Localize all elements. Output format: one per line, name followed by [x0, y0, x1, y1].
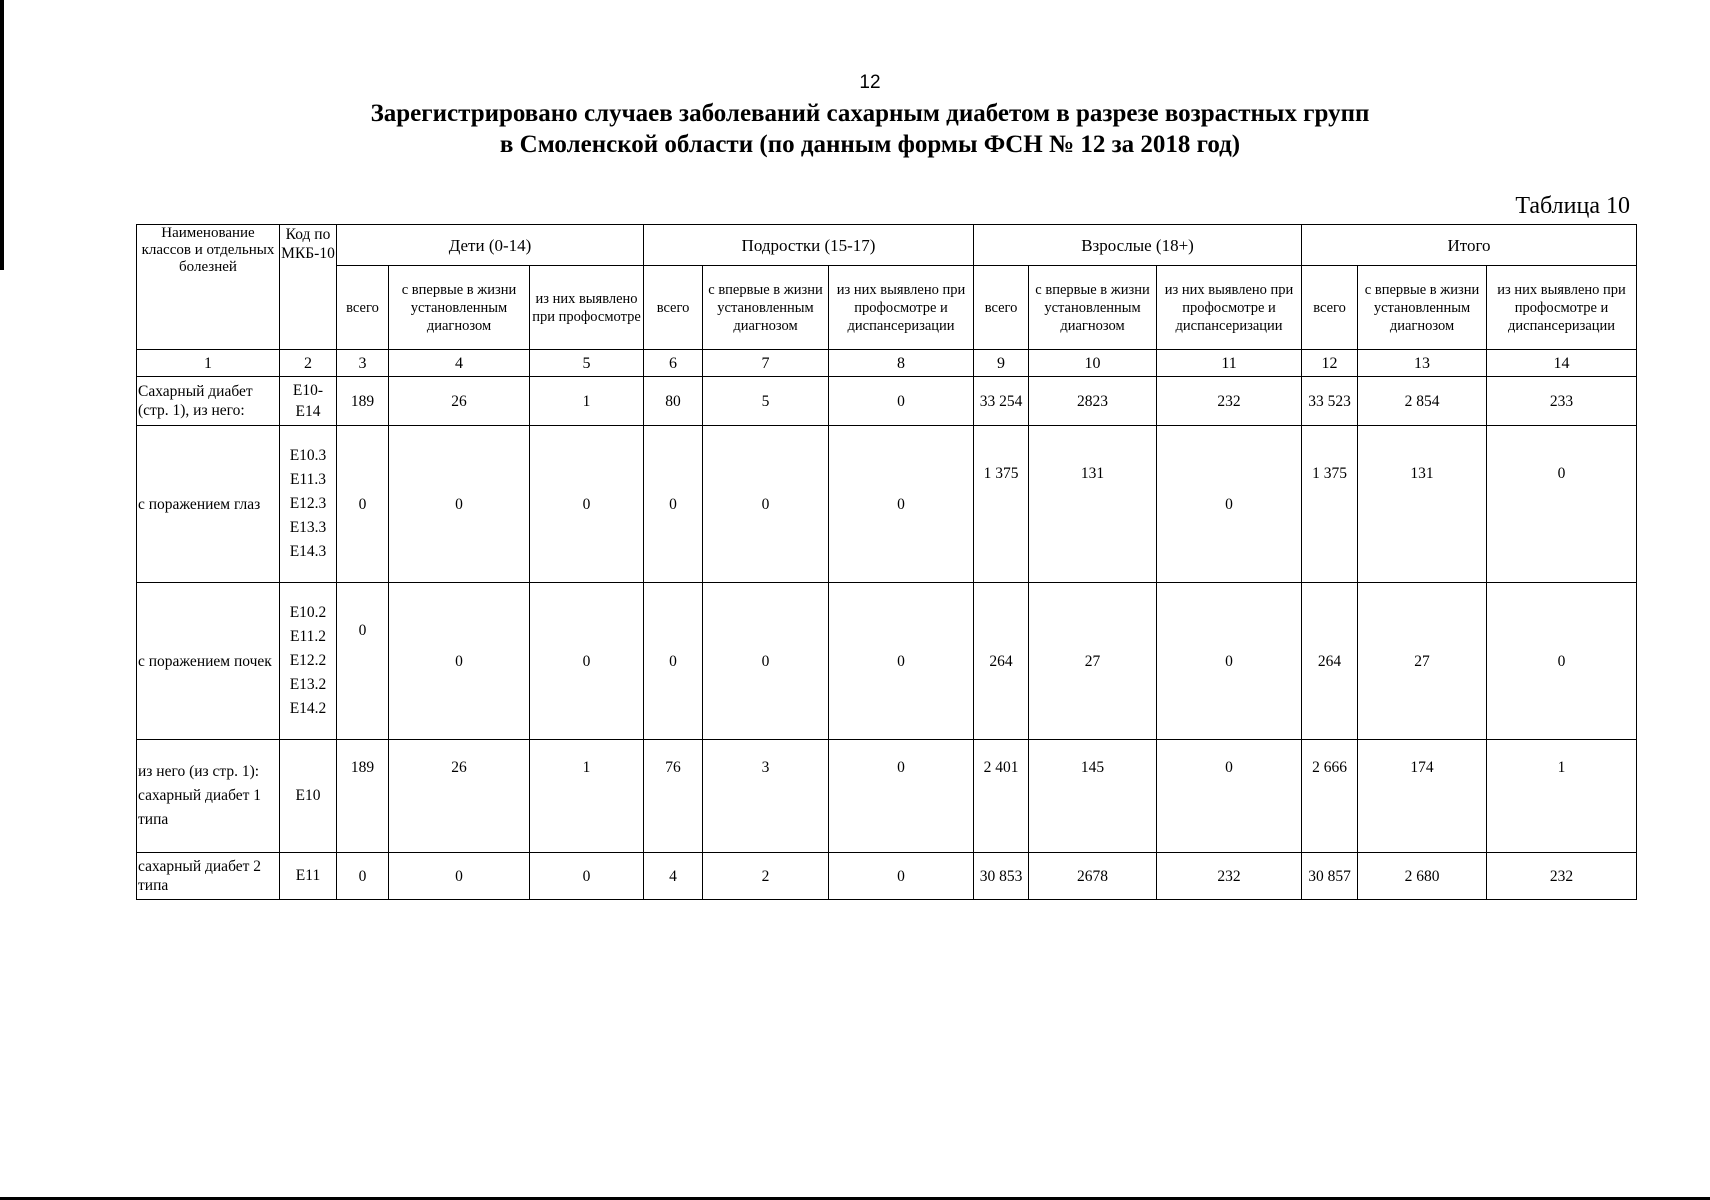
cell-value: 2 680 [1358, 853, 1487, 900]
column-number: 3 [337, 350, 389, 377]
header-group-total: Итого [1302, 225, 1637, 266]
subheader-9: всего [974, 266, 1029, 350]
table-row [137, 377, 1637, 426]
cell-value: 2 [703, 853, 829, 900]
cell-value: 27 [1358, 583, 1487, 740]
subheader-7: с впервые в жизни установленным диагнозом [703, 266, 829, 350]
column-number: 4 [389, 350, 530, 377]
cell-value: 0 [1157, 426, 1302, 583]
row-name: из него (из стр. 1): сахарный диабет 1 типа [137, 740, 280, 853]
table-row [137, 426, 1637, 583]
cell-value: 4 [644, 853, 703, 900]
column-number: 12 [1302, 350, 1358, 377]
cell-value: 233 [1487, 377, 1637, 426]
header-group-teens: Подростки (15-17) [644, 225, 974, 266]
cell-value: 30 857 [1302, 853, 1358, 900]
diabetes-cases-table [136, 224, 1637, 900]
cell-value: 0 [829, 583, 974, 740]
cell-value: 131 [1358, 426, 1487, 583]
cell-value: 264 [1302, 583, 1358, 740]
cell-value: 0 [530, 853, 644, 900]
cell-value: 0 [829, 853, 974, 900]
cell-value: 0 [829, 377, 974, 426]
cell-value: 264 [974, 583, 1029, 740]
table-row [137, 583, 1637, 740]
column-number: 8 [829, 350, 974, 377]
cell-value: 1 [530, 377, 644, 426]
document-title [0, 98, 1710, 160]
cell-value: 1 375 [1302, 426, 1358, 583]
cell-value: 189 [337, 740, 389, 853]
subheader-8: из них выявлено при профосмотре и диспансеризации [829, 266, 974, 350]
cell-value: 232 [1487, 853, 1637, 900]
column-number: 5 [530, 350, 644, 377]
row-code: Е10 [280, 740, 337, 853]
cell-value: 0 [829, 740, 974, 853]
cell-value: 26 [389, 377, 530, 426]
subheader-11: из них выявлено при профосмотре и диспансеризации [1157, 266, 1302, 350]
cell-value: 0 [389, 583, 530, 740]
column-number: 9 [974, 350, 1029, 377]
cell-value: 2 401 [974, 740, 1029, 853]
column-number: 14 [1487, 350, 1637, 377]
cell-value: 30 853 [974, 853, 1029, 900]
cell-value: 1 [530, 740, 644, 853]
page-number: 12 [859, 72, 881, 93]
row-code: Е10.2 Е11.2 Е12.2 Е13.2 Е14.2 [280, 583, 337, 740]
cell-value: 174 [1358, 740, 1487, 853]
column-number: 7 [703, 350, 829, 377]
cell-value: 0 [530, 583, 644, 740]
cell-value: 232 [1157, 853, 1302, 900]
row-name: Сахарный диабет (стр. 1), из него: [137, 377, 280, 426]
cell-value: 0 [1157, 740, 1302, 853]
column-number: 2 [280, 350, 337, 377]
cell-value: 33 523 [1302, 377, 1358, 426]
cell-value: 2678 [1029, 853, 1157, 900]
cell-value: 131 [1029, 426, 1157, 583]
column-number: 1 [137, 350, 280, 377]
cell-value: 0 [1487, 583, 1637, 740]
row-code: Е11 [280, 853, 337, 900]
column-number: 6 [644, 350, 703, 377]
cell-value: 0 [703, 426, 829, 583]
row-code: Е10.3 Е11.3 Е12.3 Е13.3 Е14.3 [280, 426, 337, 583]
cell-value: 0 [337, 853, 389, 900]
row-name: с поражением глаз [137, 426, 280, 583]
title-line-1: Зарегистрировано случаев заболеваний сахарным диабетом в разрезе возрастных групп [370, 100, 1370, 127]
cell-value: 1 375 [974, 426, 1029, 583]
subheader-4: с впервые в жизни установленным диагнозом [389, 266, 530, 350]
cell-value: 76 [644, 740, 703, 853]
header-group-adults: Взрослые (18+) [974, 225, 1302, 266]
cell-value: 1 [1487, 740, 1637, 853]
cell-value: 0 [337, 426, 389, 583]
cell-value: 27 [1029, 583, 1157, 740]
header-group-children: Дети (0-14) [337, 225, 644, 266]
subheader-12: всего [1302, 266, 1358, 350]
column-number: 11 [1157, 350, 1302, 377]
cell-value: 0 [1157, 583, 1302, 740]
cell-value: 0 [337, 583, 389, 740]
cell-value: 0 [703, 583, 829, 740]
row-name: сахарный диабет 2 типа [137, 853, 280, 900]
subheader-14: из них выявлено при профосмотре и диспансеризации [1487, 266, 1637, 350]
subheader-10: с впервые в жизни установленным диагнозом [1029, 266, 1157, 350]
cell-value: 0 [644, 426, 703, 583]
cell-value: 3 [703, 740, 829, 853]
cell-value: 2 854 [1358, 377, 1487, 426]
cell-value: 33 254 [974, 377, 1029, 426]
cell-value: 0 [389, 426, 530, 583]
cell-value: 145 [1029, 740, 1157, 853]
cell-value: 232 [1157, 377, 1302, 426]
cell-value: 0 [1487, 426, 1637, 583]
cell-value: 0 [829, 426, 974, 583]
column-number: 10 [1029, 350, 1157, 377]
cell-value: 2 666 [1302, 740, 1358, 853]
column-number-row [137, 350, 1637, 377]
cell-value: 80 [644, 377, 703, 426]
title-line-2: в Смоленской области (по данным формы ФСН № 12 за 2018 год) [499, 131, 1241, 158]
subheader-13: с впервые в жизни установленным диагнозом [1358, 266, 1487, 350]
subheader-6: всего [644, 266, 703, 350]
row-code: Е10-Е14 [280, 377, 337, 426]
header-name: Наименование классов и отдельных болезней [137, 225, 280, 350]
table-row [137, 853, 1637, 900]
cell-value: 0 [644, 583, 703, 740]
cell-value: 2823 [1029, 377, 1157, 426]
header-code: Код по МКБ-10 [280, 225, 337, 350]
column-number: 13 [1358, 350, 1487, 377]
cell-value: 5 [703, 377, 829, 426]
subheader-3: всего [337, 266, 389, 350]
table-label: Таблица 10 [1515, 193, 1630, 219]
cell-value: 0 [530, 426, 644, 583]
row-name: с поражением почек [137, 583, 280, 740]
subheader-5: из них выявлено при профосмотре [530, 266, 644, 350]
table-row [137, 740, 1637, 853]
cell-value: 189 [337, 377, 389, 426]
cell-value: 26 [389, 740, 530, 853]
cell-value: 0 [389, 853, 530, 900]
